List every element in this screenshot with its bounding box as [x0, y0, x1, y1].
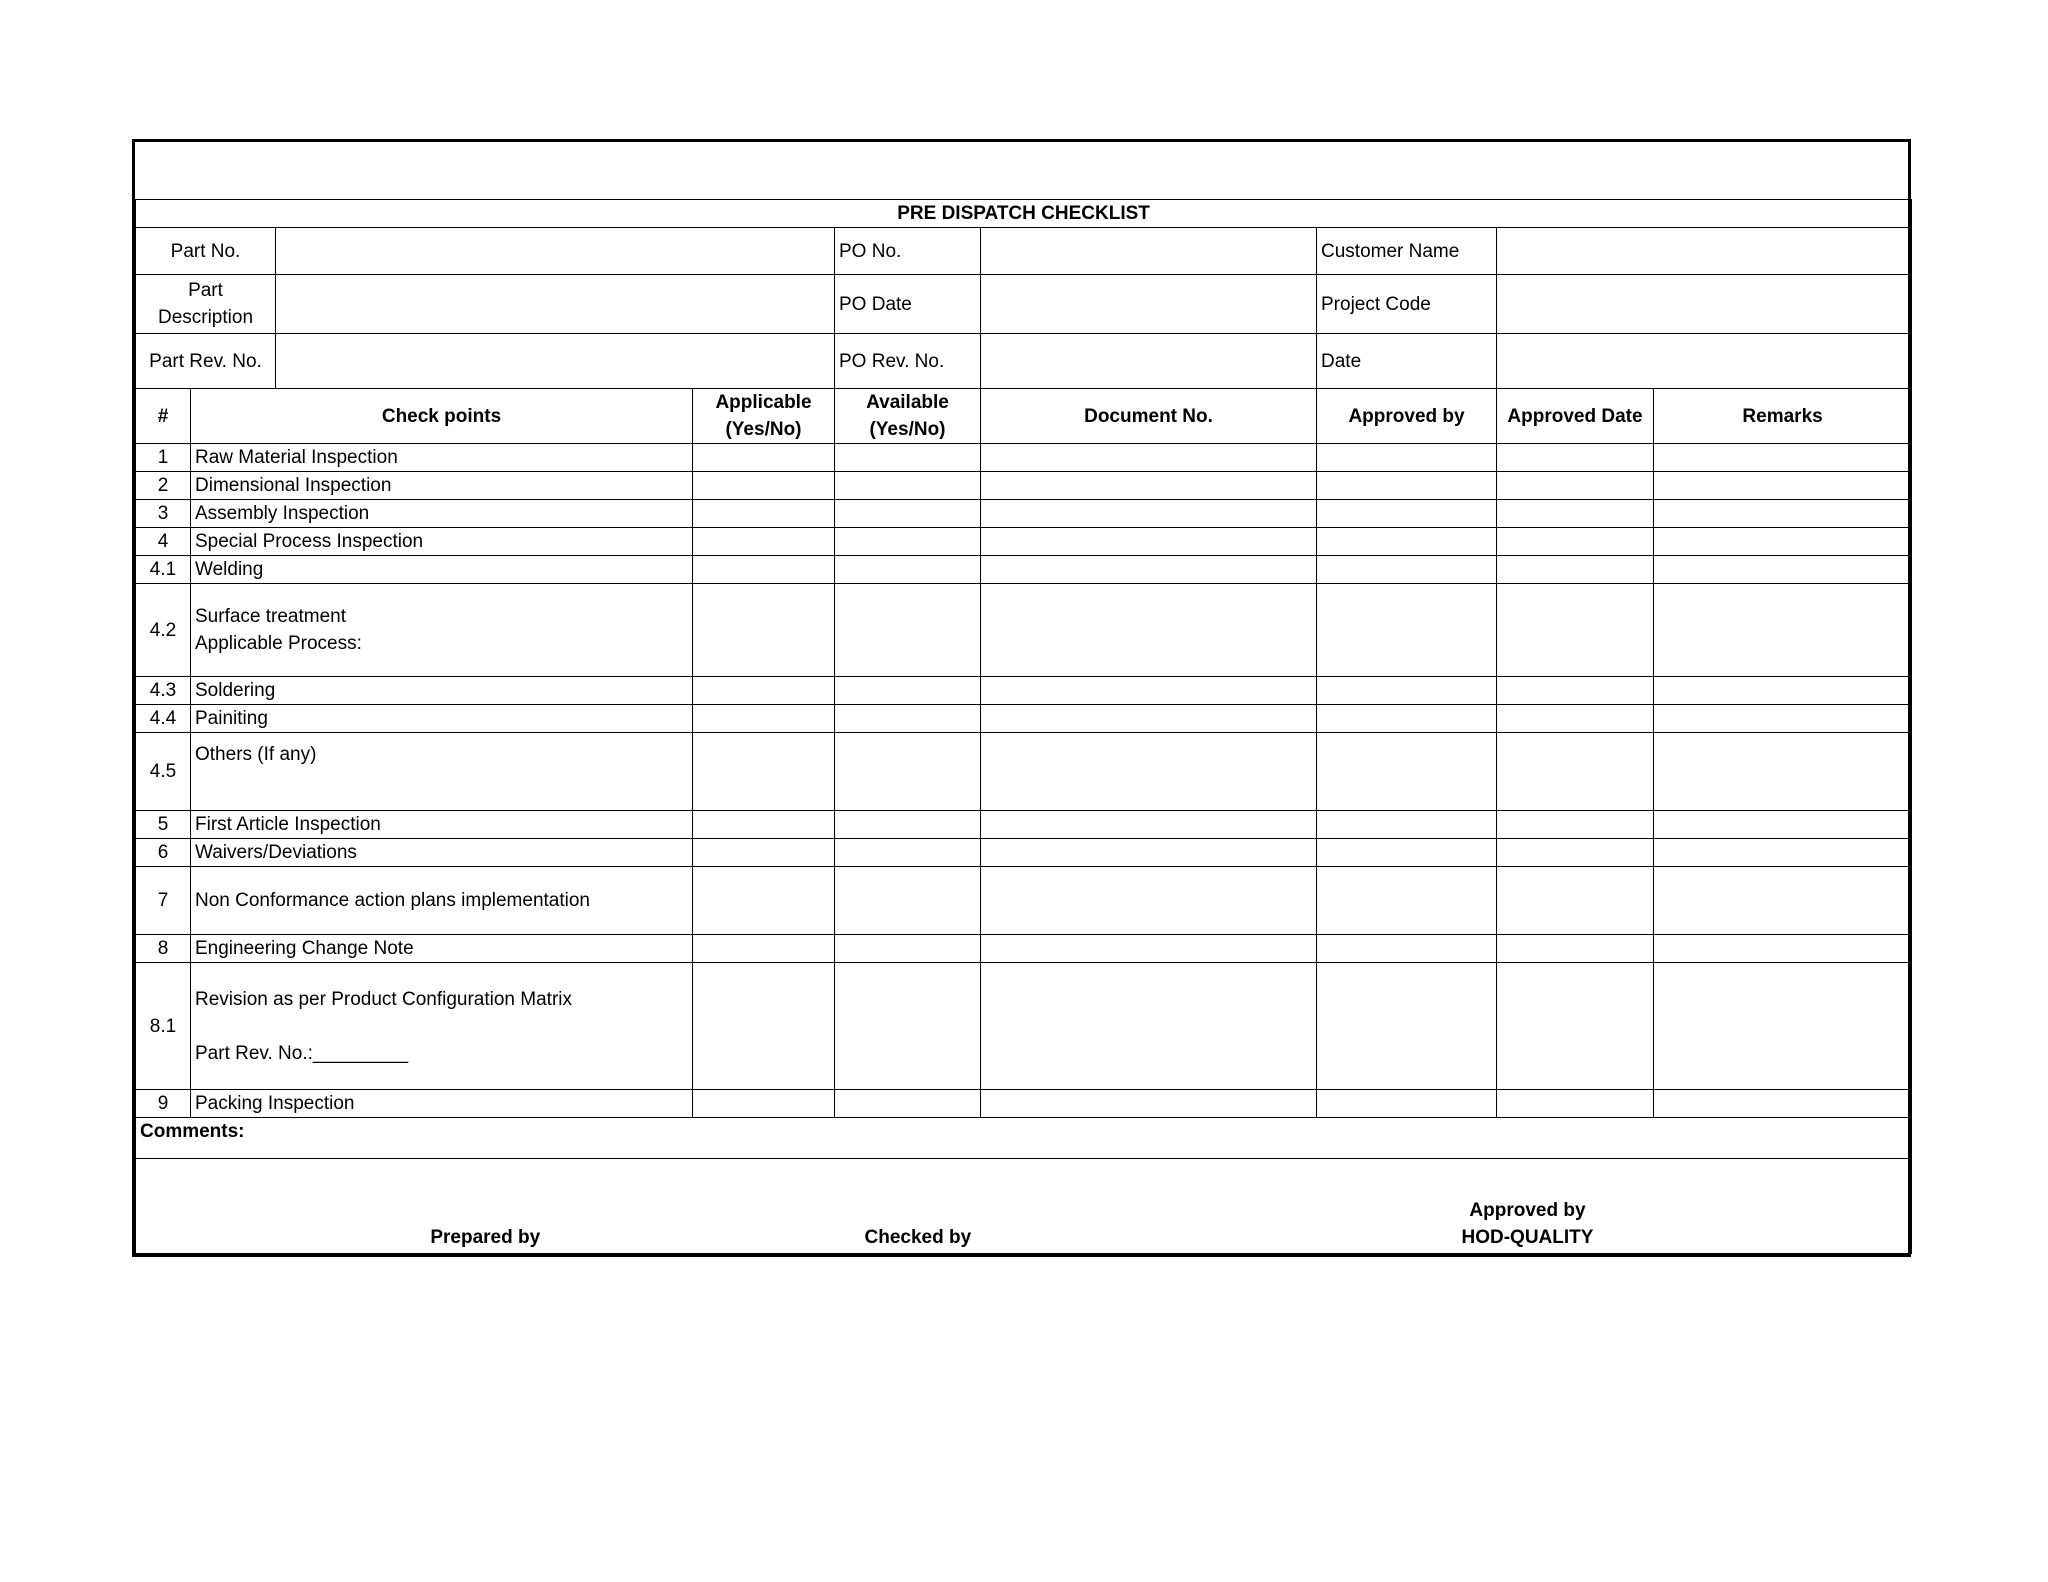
check-point-label: Engineering Change Note	[191, 935, 693, 963]
approved-date-field[interactable]	[1497, 935, 1654, 963]
approved-by-field[interactable]	[1317, 867, 1497, 935]
applicable-field[interactable]	[693, 528, 835, 556]
check-point-label: Others (If any)	[191, 733, 693, 811]
check-point-label: Packing Inspection	[191, 1090, 693, 1118]
check-point-label: Soldering	[191, 677, 693, 705]
check-point-label: Special Process Inspection	[191, 528, 693, 556]
checked-by-signature[interactable]: Checked by	[835, 1159, 1317, 1254]
approved-by-field[interactable]	[1317, 500, 1497, 528]
remarks-field[interactable]	[1654, 963, 1912, 1090]
header-label: Project Code	[1317, 275, 1497, 334]
checklist-row	[136, 839, 1912, 867]
document-no-field[interactable]	[981, 733, 1317, 811]
remarks-field[interactable]	[1654, 500, 1912, 528]
header-label: Part Description	[136, 275, 276, 334]
remarks-field[interactable]	[1654, 1090, 1912, 1118]
comments-row	[136, 1118, 1912, 1159]
remarks-field[interactable]	[1654, 584, 1912, 677]
checklist-row	[136, 867, 1912, 935]
check-point-label: Non Conformance action plans implementation	[191, 867, 693, 935]
document-no-field[interactable]	[981, 472, 1317, 500]
remarks-field[interactable]	[1654, 811, 1912, 839]
approved-by-field[interactable]	[1317, 1090, 1497, 1118]
checklist-row	[136, 811, 1912, 839]
row-number: 8	[136, 935, 191, 963]
document-no-field[interactable]	[981, 528, 1317, 556]
applicable-field[interactable]	[693, 444, 835, 472]
approved-by-field[interactable]	[1317, 444, 1497, 472]
available-field[interactable]	[835, 472, 981, 500]
available-field[interactable]	[835, 935, 981, 963]
approved-date-field[interactable]	[1497, 811, 1654, 839]
header-label: PO No.	[835, 228, 981, 275]
available-field[interactable]	[835, 556, 981, 584]
check-point-label: Welding	[191, 556, 693, 584]
available-field[interactable]	[835, 1090, 981, 1118]
comments-label[interactable]: Comments:	[136, 1118, 1912, 1159]
header-value-field[interactable]	[981, 334, 1317, 389]
checklist-row	[136, 584, 1912, 677]
remarks-field[interactable]	[1654, 935, 1912, 963]
row-number: 4.5	[136, 733, 191, 811]
document-no-field[interactable]	[981, 500, 1317, 528]
check-point-label: Waivers/Deviations	[191, 839, 693, 867]
row-number: 4	[136, 528, 191, 556]
approved-date-field[interactable]	[1497, 556, 1654, 584]
header-label: Part Rev. No.	[136, 334, 276, 389]
column-header-document-no: Document No.	[981, 389, 1317, 444]
applicable-field[interactable]	[693, 811, 835, 839]
check-point-label: Revision as per Product Configuration Matrix Part Rev. No.:_________	[191, 963, 693, 1090]
available-field[interactable]	[835, 811, 981, 839]
remarks-field[interactable]	[1654, 556, 1912, 584]
checklist-row	[136, 528, 1912, 556]
row-number: 3	[136, 500, 191, 528]
approved-date-field[interactable]	[1497, 867, 1654, 935]
applicable-field[interactable]	[693, 1090, 835, 1118]
checklist-row	[136, 556, 1912, 584]
remarks-field[interactable]	[1654, 839, 1912, 867]
approved-date-field[interactable]	[1497, 584, 1654, 677]
row-number: 4.1	[136, 556, 191, 584]
checklist-row	[136, 500, 1912, 528]
available-field[interactable]	[835, 584, 981, 677]
checklist-row	[136, 444, 1912, 472]
row-number: 4.2	[136, 584, 191, 677]
approved-by-signature[interactable]	[1317, 1159, 1912, 1254]
header-label: Part No.	[136, 228, 276, 275]
prepared-by-signature[interactable]: Prepared by	[136, 1159, 835, 1254]
remarks-field[interactable]	[1654, 528, 1912, 556]
approved-by-text: Approved by HOD-QUALITY	[1461, 1200, 1594, 1248]
document-no-field[interactable]	[981, 935, 1317, 963]
available-field[interactable]	[835, 705, 981, 733]
document-no-field[interactable]	[981, 811, 1317, 839]
column-header-row	[136, 389, 1912, 444]
applicable-field[interactable]	[693, 584, 835, 677]
check-point-label: Dimensional Inspection	[191, 472, 693, 500]
approved-by-field[interactable]	[1317, 935, 1497, 963]
remarks-field[interactable]	[1654, 472, 1912, 500]
document-no-field[interactable]	[981, 556, 1317, 584]
column-header-available: Available (Yes/No)	[835, 389, 981, 444]
row-number: 6	[136, 839, 191, 867]
header-value-field[interactable]	[276, 228, 835, 275]
check-point-label: Assembly Inspection	[191, 500, 693, 528]
row-number: 1	[136, 444, 191, 472]
approved-date-field[interactable]	[1497, 528, 1654, 556]
header-value-field[interactable]	[981, 275, 1317, 334]
document-no-field[interactable]	[981, 584, 1317, 677]
approved-date-field[interactable]	[1497, 472, 1654, 500]
row-number: 7	[136, 867, 191, 935]
form-banner-cell	[136, 142, 1912, 200]
header-value-field[interactable]	[981, 228, 1317, 275]
approved-date-field[interactable]	[1497, 705, 1654, 733]
row-number: 4.4	[136, 705, 191, 733]
approved-by-field[interactable]	[1317, 705, 1497, 733]
remarks-field[interactable]	[1654, 733, 1912, 811]
checklist-row	[136, 963, 1912, 1090]
row-number: 5	[136, 811, 191, 839]
document-no-field[interactable]	[981, 839, 1317, 867]
header-value-field[interactable]	[1497, 275, 1912, 334]
approved-by-field[interactable]	[1317, 528, 1497, 556]
row-number: 8.1	[136, 963, 191, 1090]
row-number: 2	[136, 472, 191, 500]
approved-date-field[interactable]	[1497, 839, 1654, 867]
document-no-field[interactable]	[981, 1090, 1317, 1118]
checklist-row	[136, 1090, 1912, 1118]
checklist-table	[135, 142, 1912, 1254]
available-field[interactable]	[835, 839, 981, 867]
approved-by-field[interactable]	[1317, 677, 1497, 705]
approved-by-field[interactable]	[1317, 472, 1497, 500]
applicable-field[interactable]	[693, 733, 835, 811]
check-point-label: Surface treatment Applicable Process:	[191, 584, 693, 677]
applicable-field[interactable]	[693, 839, 835, 867]
header-label: Customer Name	[1317, 228, 1497, 275]
document-no-field[interactable]	[981, 867, 1317, 935]
header-label: PO Date	[835, 275, 981, 334]
column-header-num: #	[136, 389, 191, 444]
available-field[interactable]	[835, 963, 981, 1090]
column-header-approved-by: Approved by	[1317, 389, 1497, 444]
applicable-field[interactable]	[693, 556, 835, 584]
approved-by-field[interactable]	[1317, 733, 1497, 811]
column-header-remarks: Remarks	[1654, 389, 1912, 444]
document-no-field[interactable]	[981, 705, 1317, 733]
applicable-field[interactable]	[693, 935, 835, 963]
document-no-field[interactable]	[981, 444, 1317, 472]
header-info-row	[136, 275, 1912, 334]
approved-by-field[interactable]	[1317, 556, 1497, 584]
approved-by-field[interactable]	[1317, 811, 1497, 839]
header-value-field[interactable]	[276, 334, 835, 389]
checklist-row	[136, 935, 1912, 963]
column-header-applicable: Applicable (Yes/No)	[693, 389, 835, 444]
check-point-label: Raw Material Inspection	[191, 444, 693, 472]
available-field[interactable]	[835, 733, 981, 811]
approved-by-field[interactable]	[1317, 963, 1497, 1090]
approved-date-field[interactable]	[1497, 963, 1654, 1090]
approved-date-field[interactable]	[1497, 500, 1654, 528]
check-point-label: First Article Inspection	[191, 811, 693, 839]
checklist-row	[136, 677, 1912, 705]
applicable-field[interactable]	[693, 867, 835, 935]
row-number: 4.3	[136, 677, 191, 705]
applicable-field[interactable]	[693, 963, 835, 1090]
header-label: Date	[1317, 334, 1497, 389]
approved-by-field[interactable]	[1317, 584, 1497, 677]
title-row	[136, 200, 1912, 228]
header-info-row	[136, 334, 1912, 389]
approved-date-field[interactable]	[1497, 733, 1654, 811]
applicable-field[interactable]	[693, 472, 835, 500]
applicable-field[interactable]	[693, 500, 835, 528]
header-label: PO Rev. No.	[835, 334, 981, 389]
check-point-label: Painiting	[191, 705, 693, 733]
header-value-field[interactable]	[276, 275, 835, 334]
approved-date-field[interactable]	[1497, 1090, 1654, 1118]
document-no-field[interactable]	[981, 677, 1317, 705]
checklist-row	[136, 733, 1912, 811]
remarks-field[interactable]	[1654, 705, 1912, 733]
approved-date-field[interactable]	[1497, 677, 1654, 705]
available-field[interactable]	[835, 677, 981, 705]
form-banner-row	[136, 142, 1912, 200]
remarks-field[interactable]	[1654, 677, 1912, 705]
applicable-field[interactable]	[693, 677, 835, 705]
row-number: 9	[136, 1090, 191, 1118]
column-header-approved-date: Approved Date	[1497, 389, 1654, 444]
header-value-field[interactable]	[1497, 334, 1912, 389]
form-title: PRE DISPATCH CHECKLIST	[136, 200, 1912, 228]
checklist-row	[136, 472, 1912, 500]
header-value-field[interactable]	[1497, 228, 1912, 275]
header-info-row	[136, 228, 1912, 275]
remarks-field[interactable]	[1654, 444, 1912, 472]
available-field[interactable]	[835, 867, 981, 935]
approved-date-field[interactable]	[1497, 444, 1654, 472]
signature-row	[136, 1159, 1912, 1254]
document-no-field[interactable]	[981, 963, 1317, 1090]
available-field[interactable]	[835, 500, 981, 528]
available-field[interactable]	[835, 444, 981, 472]
applicable-field[interactable]	[693, 705, 835, 733]
checklist-row	[136, 705, 1912, 733]
approved-by-field[interactable]	[1317, 839, 1497, 867]
remarks-field[interactable]	[1654, 867, 1912, 935]
column-header-check-points: Check points	[191, 389, 693, 444]
pre-dispatch-checklist-form	[132, 139, 1911, 1257]
available-field[interactable]	[835, 528, 981, 556]
